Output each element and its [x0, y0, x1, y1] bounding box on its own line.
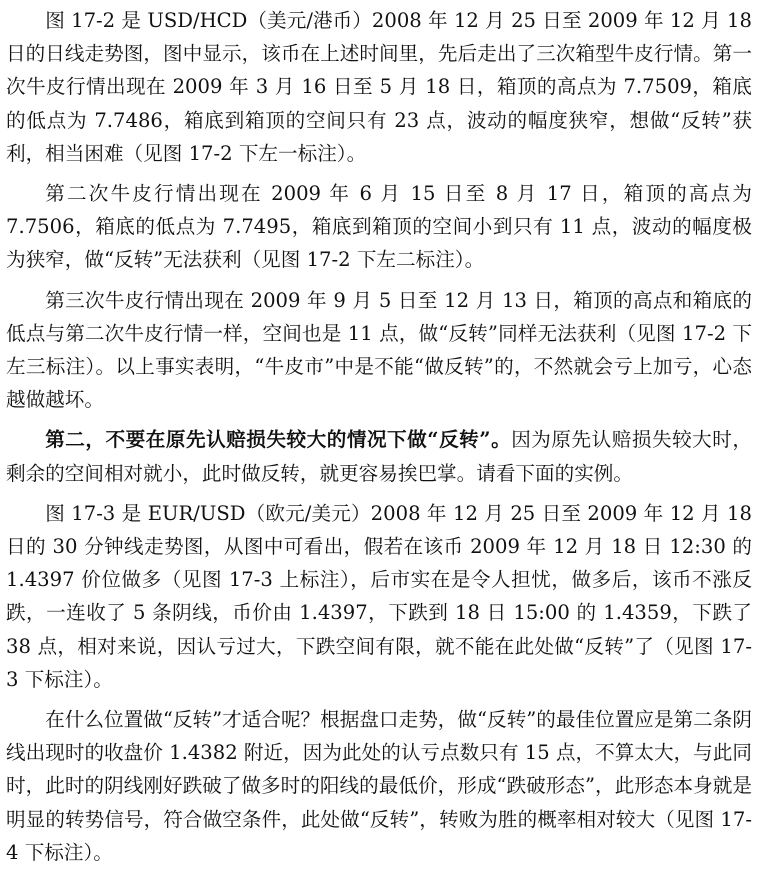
document-page	[6, 4, 752, 876]
paragraph-text: 在什么位置做“反转”才适合呢？根据盘口走势，做“反转”的最佳位置应是第二条阴线出现时的收盘价 1.4382 附近，因为此处的认亏点数只有 15 点，不算太大，与此同时，此时的阴线刚好跌破了做多时的阳线的最低价，形成“跌破形态”，此形态本身就是明显的转势信号，符合做空条件，此处做“反转”，转败为胜的概率相对较大（见图 17-4 下标注）。	[6, 708, 752, 864]
paragraph-text: 第二次牛皮行情出现在 2009 年 6 月 15 日至 8 月 17 日，箱顶的高点为 7.7506，箱底的低点为 7.7495，箱底到箱顶的空间小到只有 11 点，波动的幅度极为狭窄，做“反转”无法获利（见图 17-2 下左二标注）。	[6, 182, 752, 272]
paragraph-bold-lead: 第二，不要在原先认赔损失较大的情况下做“反转”。	[45, 428, 512, 452]
paragraph-second-range	[6, 177, 752, 277]
paragraph-third-range	[6, 284, 752, 417]
paragraph-text: 图 17-2 是 USD/HCD（美元/港币）2008 年 12 月 25 日至 2009 年 12 月 18 日的日线走势图，图中显示，该币在上述时间里，先后走出了三次箱型牛皮行情。第一次牛皮行情出现在 2009 年 3 月 16 日至 5 月 18 日，箱顶的高点为 7.7509，箱底的低点为 7.7486，箱底到箱顶的空间只有 23 点，波动的幅度狭窄，想做“反转”获利，相当困难（见图 17-2 下左一标注）。	[6, 9, 752, 165]
paragraph-text: 因为原先认赔损失较大时，剩余的空间相对就小，此时做反转，就更容易挨巴掌。请看下面的实例。	[6, 428, 752, 485]
paragraph-eur-usd-chart	[6, 497, 752, 696]
paragraph-rule-two	[6, 423, 752, 489]
paragraph-usd-hcd-chart	[6, 4, 752, 170]
paragraph-text: 第三次牛皮行情出现在 2009 年 9 月 5 日至 12 月 13 日，箱顶的高点和箱底的低点与第二次牛皮行情一样，空间也是 11 点，做“反转”同样无法获利（见图 17-2 下左三标注）。以上事实表明，“牛皮市”中是不能“做反转”的，不然就会亏上加亏，心态越做越坏。	[6, 288, 752, 412]
paragraph-text: 图 17-3 是 EUR/USD（欧元/美元）2008 年 12 月 25 日至 2009 年 12 月 18 日的 30 分钟线走势图，从图中可看出，假若在该币 2009 年 12 月 18 日 12:30 的 1.4397 价位做多（见图 17-3 上标注），后市实在是令人担忧，做多后，该币不涨反跌，一连收了 5 条阴线，币价由 1.4397，下跌到 18 日 15:00 的 1.4359，下跌了 38 点，相对来说，因认亏过大，下跌空间有限，就不能在此处做“反转”了（见图 17-3 下标注）。	[6, 501, 752, 691]
paragraph-reversal-position	[6, 703, 752, 869]
